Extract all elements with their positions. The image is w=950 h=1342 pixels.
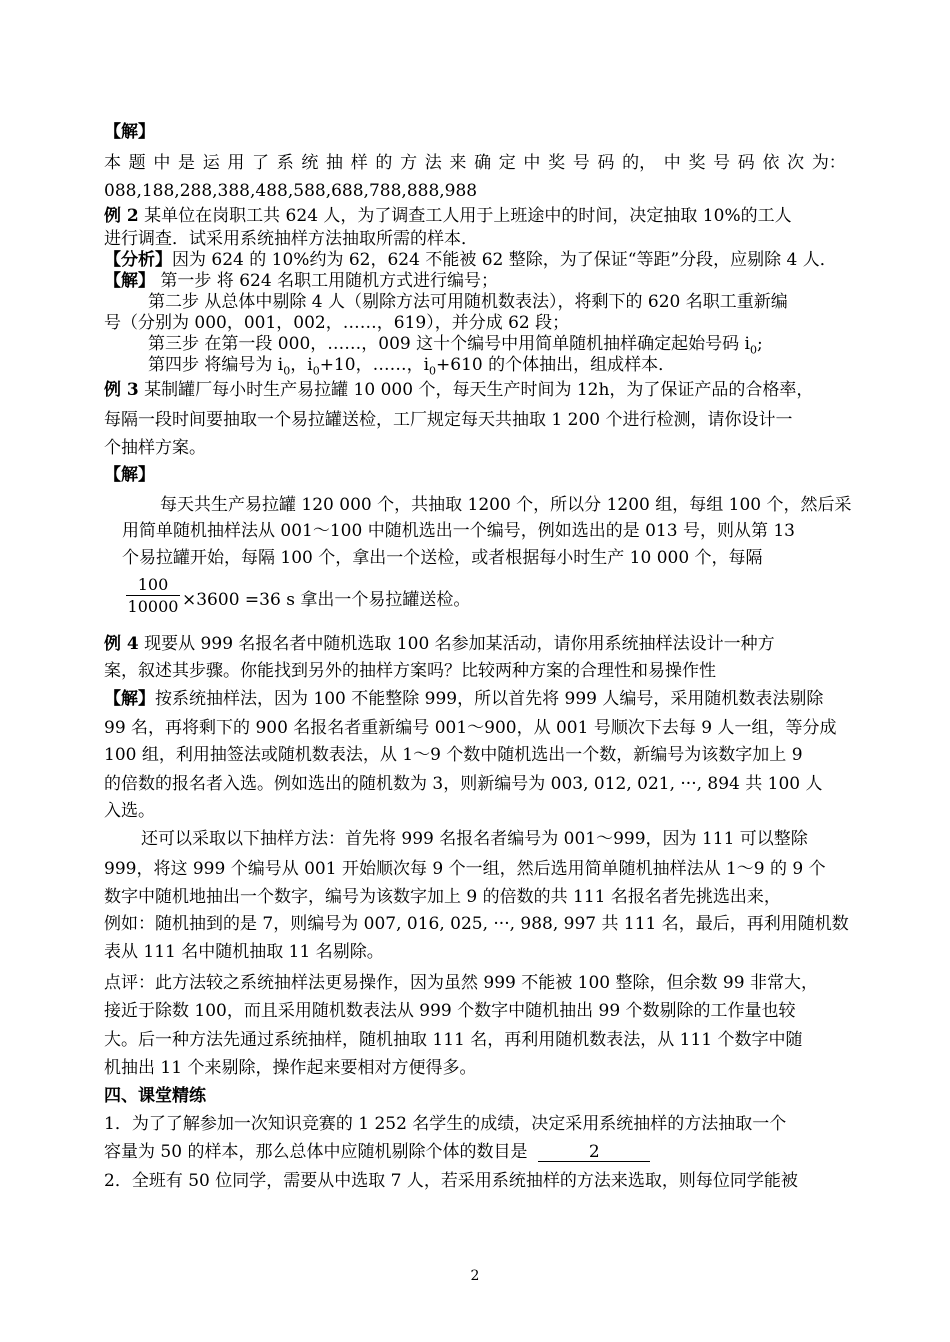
example-4-line-1: [104, 633, 775, 655]
example-label: 例 4: [104, 634, 139, 654]
solution-line: 的倍数的报名者入选。例如选出的随机数为 3，则新编号为 003, 012, 021, ···, 894 共 100 人: [104, 774, 823, 794]
justified-char: 用: [227, 153, 245, 173]
section-heading: 四、课堂精练: [104, 1086, 206, 1106]
justified-char: 本: [104, 153, 121, 173]
subscript: 0: [429, 364, 437, 378]
question-1a: 1．为了了解参加一次知识竞赛的 1 252 名学生的成绩，决定采用系统抽样的方法抽取一个: [104, 1114, 787, 1134]
justified-char: 码: [737, 153, 755, 173]
analysis-label: 【分析】: [104, 250, 172, 270]
solution-label: 【解】: [104, 271, 155, 291]
justified-char: 的: [375, 153, 393, 173]
justified-char: 定: [498, 153, 516, 173]
question-text: 容量为 50 的样本，那么总体中应随机剔除个体的数目是: [104, 1142, 528, 1162]
justified-char: 中: [153, 153, 171, 173]
question-2: 2．全班有 50 位同学，需要从中选取 7 人，若采用系统抽样的方法来选取，则每位同学能被: [104, 1171, 798, 1191]
step-1: [104, 270, 498, 292]
justified-char: 号: [713, 153, 731, 173]
justified-char: 方: [400, 153, 418, 173]
example-2-line-2: 进行调查．试采用系统抽样方法抽取所需的样本．: [104, 229, 478, 249]
example-3-line-3: 个抽样方案。: [104, 438, 206, 458]
justified-char: 奖: [548, 153, 566, 173]
comment-line: 接近于除数 100，而且采用随机数表法从 999 个数字中随机抽出 99 个数剔除的工作量也较: [104, 1001, 796, 1021]
justified-char: 统: [301, 153, 319, 173]
example-4-line-2: 案，叙述其步骤。你能找到另外的抽样方案吗？比较两种方案的合理性和易操作性: [104, 661, 716, 681]
example-2-line-1: [104, 205, 792, 227]
justified-char: 法: [424, 153, 442, 173]
justified-char: 码: [597, 153, 615, 173]
answer-blank: 2: [538, 1143, 650, 1162]
justified-char: 了: [252, 153, 270, 173]
subscript: 0: [749, 343, 757, 357]
solution-text: 按系统抽样法，因为 100 不能整除 999，所以首先将 999 人编号，采用随机数表法剔除: [155, 689, 824, 709]
example-text: 现要从 999 名报名者中随机选取 100 名参加某活动，请你用系统抽样法设计一种方: [138, 634, 775, 654]
fraction-denominator: 10000: [127, 597, 179, 616]
subscript: 0: [283, 364, 291, 378]
justified-char: 确: [474, 153, 492, 173]
comment-line: 机抽出 11 个来剔除，操作起来要相对方便得多。: [104, 1058, 477, 1078]
solution-line: [104, 688, 823, 710]
solution-line: 用简单随机抽样法从 001～100 中随机选出一个编号，例如选出的是 013 号，则从第 13: [122, 521, 795, 541]
justified-char: 样: [350, 153, 368, 173]
justified-char: 号: [572, 153, 590, 173]
justified-char: 为：: [811, 153, 846, 173]
justified-char: 的，: [622, 153, 657, 173]
justified-char: 运: [202, 153, 220, 173]
justified-char: 中: [663, 153, 681, 173]
step-2b: 号（分别为 000，001，002，……，619），并分成 62 段；: [104, 313, 570, 333]
alternative-line: 例如：随机抽到的是 7，则编号为 007, 016, 025, ···, 988, 997 共 111 名，最后，再利用随机数: [104, 914, 849, 934]
step-text: +10，……，i: [319, 355, 430, 375]
solution-line: 99 名，再将剩下的 900 名报名者重新编号 001～900，从 001 号顺次下去每 9 人一组，等分成: [104, 718, 837, 738]
solution-line: 100 组，利用抽签法或随机数表法，从 1～9 个数中随机选出一个数，新编号为该数字加上 9: [104, 745, 803, 765]
justified-char: 依: [762, 153, 780, 173]
solution-label: 【解】: [104, 689, 155, 709]
step-text: 第三步 在第一段 000，……，009 这十个编号中用简单随机抽样确定起始号码 i: [148, 334, 750, 354]
page-number: 2: [470, 1268, 480, 1284]
comment-line: 大。后一种方法先通过系统抽样，随机抽取 111 名，再利用随机数表法，从 111 个数字中随: [104, 1030, 803, 1050]
question-1b: [104, 1141, 650, 1163]
justified-char: 奖: [688, 153, 706, 173]
subscript: 0: [312, 364, 320, 378]
step-text: 第四步 将编号为 i: [148, 355, 284, 375]
example-3-line-1: [104, 379, 813, 401]
formula-line: [182, 589, 470, 611]
fraction-numerator: 100: [137, 575, 169, 594]
step-text: +610 的个体抽出，组成样本．: [436, 355, 676, 375]
analysis-line: [104, 249, 837, 271]
solution-line: [104, 152, 846, 174]
example-label: 例 2: [104, 206, 139, 226]
solution-line: 个易拉罐开始，每隔 100 个，拿出一个送检，或者根据每小时生产 10 000 个，每隔: [122, 548, 763, 568]
justified-char: 来: [449, 153, 467, 173]
justified-char: 是: [178, 153, 196, 173]
justified-char: 题: [128, 153, 146, 173]
winning-numbers: 088,188,288,388,488,588,688,788,888,988: [104, 181, 478, 201]
alternative-line: 还可以采取以下抽样方法：首先将 999 名报名者编号为 001～999，因为 111 可以整除: [141, 829, 808, 849]
justified-char: 抽: [326, 153, 344, 173]
justified-char: 中: [523, 153, 541, 173]
example-3-line-2: 每隔一段时间要抽取一个易拉罐送检，工厂规定每天共抽取 1 200 个进行检测，请你设计一: [104, 410, 793, 430]
alternative-line: 999，将这 999 个编号从 001 开始顺次每 9 个一组，然后选用简单随机抽样法从 1～9 的 9 个: [104, 859, 826, 879]
example-text: 某制罐厂每小时生产易拉罐 10 000 个，每天生产时间为 12h，为了保证产品的合格率，: [138, 380, 814, 400]
step-2a: 第二步 从总体中剔除 4 人（剔除方法可用随机数表法），将剩下的 620 名职工重新编: [148, 292, 788, 312]
step-text: ;: [756, 334, 763, 354]
example-label: 例 3: [104, 380, 139, 400]
analysis-text: 因为 624 的 10%约为 62，624 不能被 62 整除，为了保证“等距”分段，应剔除 4 人．: [172, 250, 837, 270]
alternative-line: 表从 111 名中随机抽取 11 名剔除。: [104, 942, 384, 962]
justified-char: 系: [276, 153, 294, 173]
solution-label: 【解】: [104, 465, 155, 485]
step-text: 第一步 将 624 名职工用随机方式进行编号；: [155, 271, 499, 291]
comment-line: 点评：此方法较之系统抽样法更易操作，因为虽然 999 不能被 100 整除，但余数 99 非常大，: [104, 973, 818, 993]
solution-line: 入选。: [104, 801, 155, 821]
step-text: ，i: [290, 355, 313, 375]
formula: ×3600 =36: [182, 590, 281, 610]
alternative-line: 数字中随机地抽出一个数字，编号为该数字加上 9 的倍数的共 111 名报名者先挑选出来，: [104, 887, 781, 907]
fraction: [126, 575, 180, 616]
example-text: 某单位在岗职工共 624 人，为了调查工人用于上班途中的时间，决定抽取 10%的工人: [138, 206, 792, 226]
solution-line: 每天共生产易拉罐 120 000 个，共抽取 1200 个，所以分 1200 组，每组 100 个，然后采: [160, 495, 852, 515]
solution-text: s 拿出一个易拉罐送检。: [280, 590, 471, 610]
fraction-bar: [126, 595, 180, 596]
solution-label: 【解】: [104, 122, 155, 142]
justified-char: 次: [787, 153, 805, 173]
